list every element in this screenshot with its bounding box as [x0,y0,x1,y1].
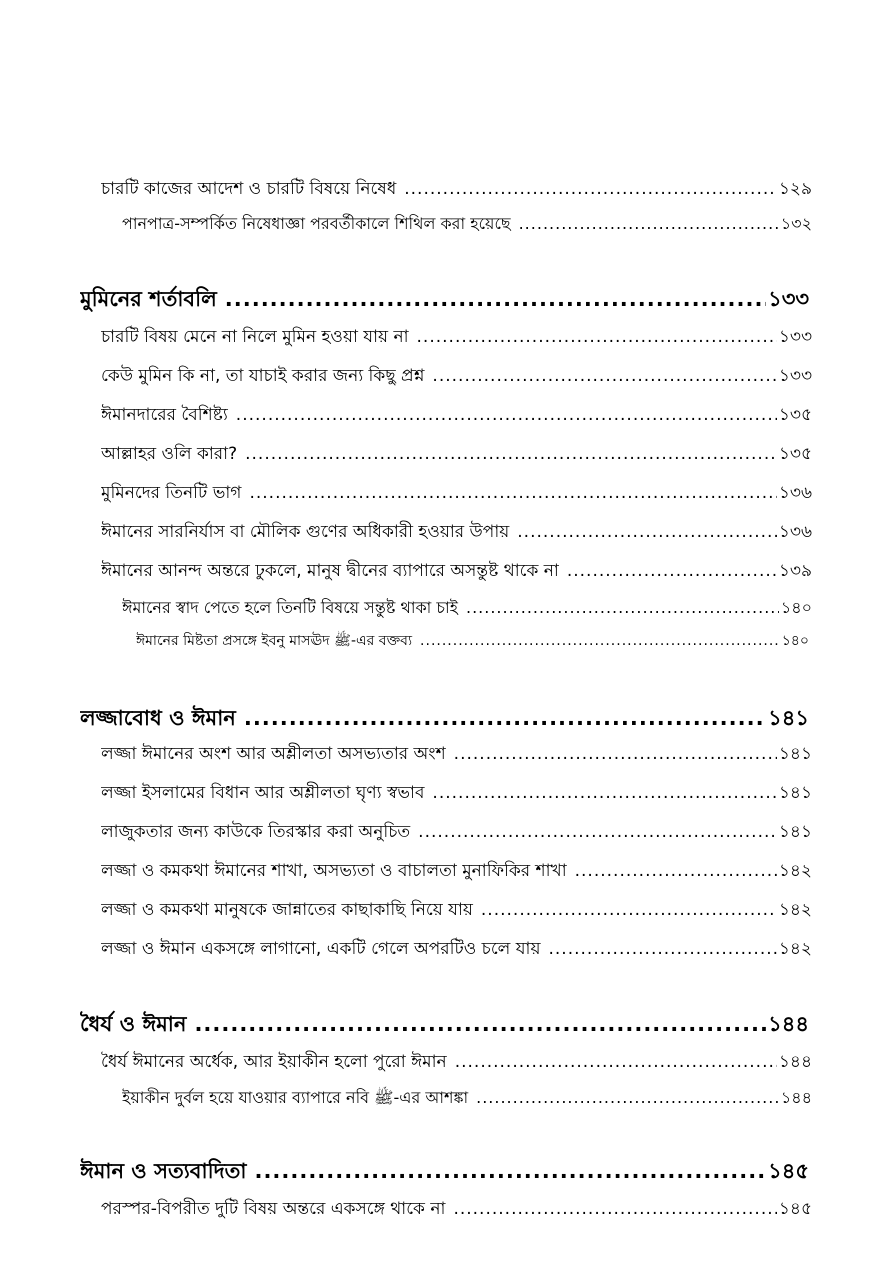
toc-dot-leader [420,633,780,649]
toc-entry-page: ১৩৯ [778,561,812,581]
toc-entry-title: ঈমানের স্বাদ পেতে হলে তিনটি বিষয়ে সন্তুষ্ট থাকা চাই [122,598,458,617]
toc-dot-leader [236,405,777,425]
toc-dot-leader [519,214,779,233]
toc-entry-title: লাজুকতার জন্য কাউকে তিরস্কার করা অনুচিত [101,822,411,842]
toc-dot-leader [245,444,777,464]
toc-entry [101,780,812,806]
toc-entry-title: ঈমানের সারনির্যাস বা মৌলিক গুণের অধিকারী হওয়ার উপায় [101,522,510,542]
toc-dot-leader [244,706,766,730]
toc-dot-leader [575,861,777,881]
toc-dot-leader [567,561,777,581]
toc-entry [101,1049,812,1075]
toc-entry-title: লজ্জা ইসলামের বিধান আর অশ্লীলতা ঘৃণ্য স্বভাব [101,783,425,803]
toc-entry-page: ১২৯ [778,179,812,199]
toc-entry [101,324,812,350]
toc-dot-leader [455,1052,777,1072]
toc-entry [101,936,812,962]
toc-entry-title: আল্লাহর ওলি কারা? [101,444,238,464]
toc-entry-page: ১৪৪ [768,1012,809,1036]
toc-entry-title: ধৈর্য ঈমানের অর্ধেক, আর ইয়াকীন হলো পুরো ঈমান [101,1052,447,1072]
toc-entry [136,629,809,651]
toc-dot-leader [454,744,777,764]
toc-dot-leader [404,179,777,199]
toc-entry-title: পরস্পর-বিপরীত দুটি বিষয় অন্তরে একসঙ্গে থাকে না [101,1199,446,1219]
toc-entry-page: ১৩৬ [778,522,812,542]
toc-dot-leader [194,1012,766,1036]
toc-dot-leader [476,1088,779,1107]
toc-chapter-heading [80,1155,809,1185]
toc-entry-title: ঈমান ও সত্যবাদিতা [80,1159,247,1183]
toc-entry-page: ১৩৩ [768,287,809,311]
toc-entry [101,363,812,389]
toc-entry-page: ১৪৫ [768,1159,809,1183]
toc-dot-leader [453,1199,776,1219]
toc-entry-page: ১৪১ [778,783,812,803]
toc-entry [101,441,812,467]
toc-chapter-heading [80,702,809,732]
toc-dot-leader [418,822,777,842]
toc-dot-leader [481,900,777,920]
toc-chapter-heading [80,1008,809,1038]
toc-entry [101,402,812,428]
toc-entry [101,741,812,767]
toc-entry-page: ১৪৫ [778,1199,812,1219]
toc-dot-leader [417,327,777,347]
toc-entry-page: ১৩২ [780,214,812,233]
toc-entry-page: ১৪১ [778,744,812,764]
toc-dot-leader [517,522,777,542]
toc-entry-title: ঈমানদারের বৈশিষ্ট্য [101,405,228,425]
toc-entry-title: চারটি কাজের আদেশ ও চারটি বিষয়ে নিষেধ [101,179,397,199]
toc-entry-title: ঈমানের আনন্দ অন্তরে ঢুকলে, মানুষ দ্বীনের ব্যাপারে অসন্তুষ্ট থাকে না [101,561,559,581]
toc-entry-page: ১৪৪ [778,1052,812,1072]
toc-entry-title: লজ্জা ও ঈমান একসঙ্গে লাগানো, একটি গেলে অপরটিও চলে যায় [101,939,541,959]
toc-entry [101,1196,812,1222]
toc-entry [101,519,812,545]
toc-entry-page: ১৪৪ [780,1088,812,1107]
toc-entry-title: চারটি বিষয় মেনে না নিলে মুমিন হওয়া যায় না [101,327,409,347]
toc-entry-page: ১৩৫ [778,444,812,464]
toc-entry-page: ১৪২ [778,939,812,959]
toc-dot-leader [432,783,776,803]
toc-dot-leader [254,1159,766,1183]
toc-entry-title: কেউ মুমিন কি না, তা যাচাই করার জন্য কিছু প্রশ্ন [101,366,425,386]
toc-entry-page: ১৪০ [781,633,809,649]
toc-entry-title: পানপাত্র-সম্পর্কিত নিষেধাজ্ঞা পরবর্তীকালে শিথিল করা হয়েছে [122,214,511,233]
toc-entry-page: ১৩৩ [778,366,812,386]
toc-entry-page: ১৩৫ [778,405,812,425]
toc-dot-leader [249,483,776,503]
toc-dot-leader [466,598,779,617]
toc-entry [101,558,812,584]
toc-entry-title: লজ্জা ঈমানের অংশ আর অশ্লীলতা অসভ্যতার অংশ [101,744,446,764]
toc-entry-title: মুমিনের শর্তাবলি [80,287,217,311]
toc-entry-page: ১৪১ [768,706,809,730]
toc-entry-title: মুমিনদের তিনটি ভাগ [101,483,242,503]
toc-entry [101,858,812,884]
toc-entry [122,595,812,619]
toc-entry-title: ইয়াকীন দুর্বল হয়ে যাওয়ার ব্যাপারে নবি ﷺ-এর আশঙ্কা [122,1088,469,1107]
toc-entry-page: ১৪১ [778,822,812,842]
toc-entry [122,211,812,235]
toc-entry-page: ১৪২ [778,861,812,881]
toc-entry-page: ১৪০ [780,598,812,617]
toc-entry [101,480,812,506]
toc-chapter-heading [80,283,809,313]
toc-entry-title: লজ্জাবোধ ও ঈমান [80,706,236,730]
toc-entry [101,819,812,845]
toc-entry-title: লজ্জা ও কমকথা ঈমানের শাখা, অসভ্যতা ও বাচালতা মুনাফিকির শাখা [101,861,567,881]
toc-entry-page: ১৪২ [778,900,812,920]
toc-entry [101,176,812,202]
toc-entry-title: ঈমানের মিষ্টতা প্রসঙ্গে ইবনু মাসঊদ ﷺ-এর বক্তব্য [136,633,413,649]
toc-dot-leader [432,366,776,386]
toc-entry [122,1085,812,1109]
toc-entry-page: ১৩৬ [778,483,812,503]
toc-dot-leader [549,939,777,959]
toc-entry-page: ১৩৩ [778,327,812,347]
toc-dot-leader [225,287,766,311]
toc-entry-title: ধৈর্য ও ঈমান [80,1012,187,1036]
toc-entry-title: লজ্জা ও কমকথা মানুষকে জান্নাতের কাছাকাছি নিয়ে যায় [101,900,473,920]
toc-entry [101,897,812,923]
